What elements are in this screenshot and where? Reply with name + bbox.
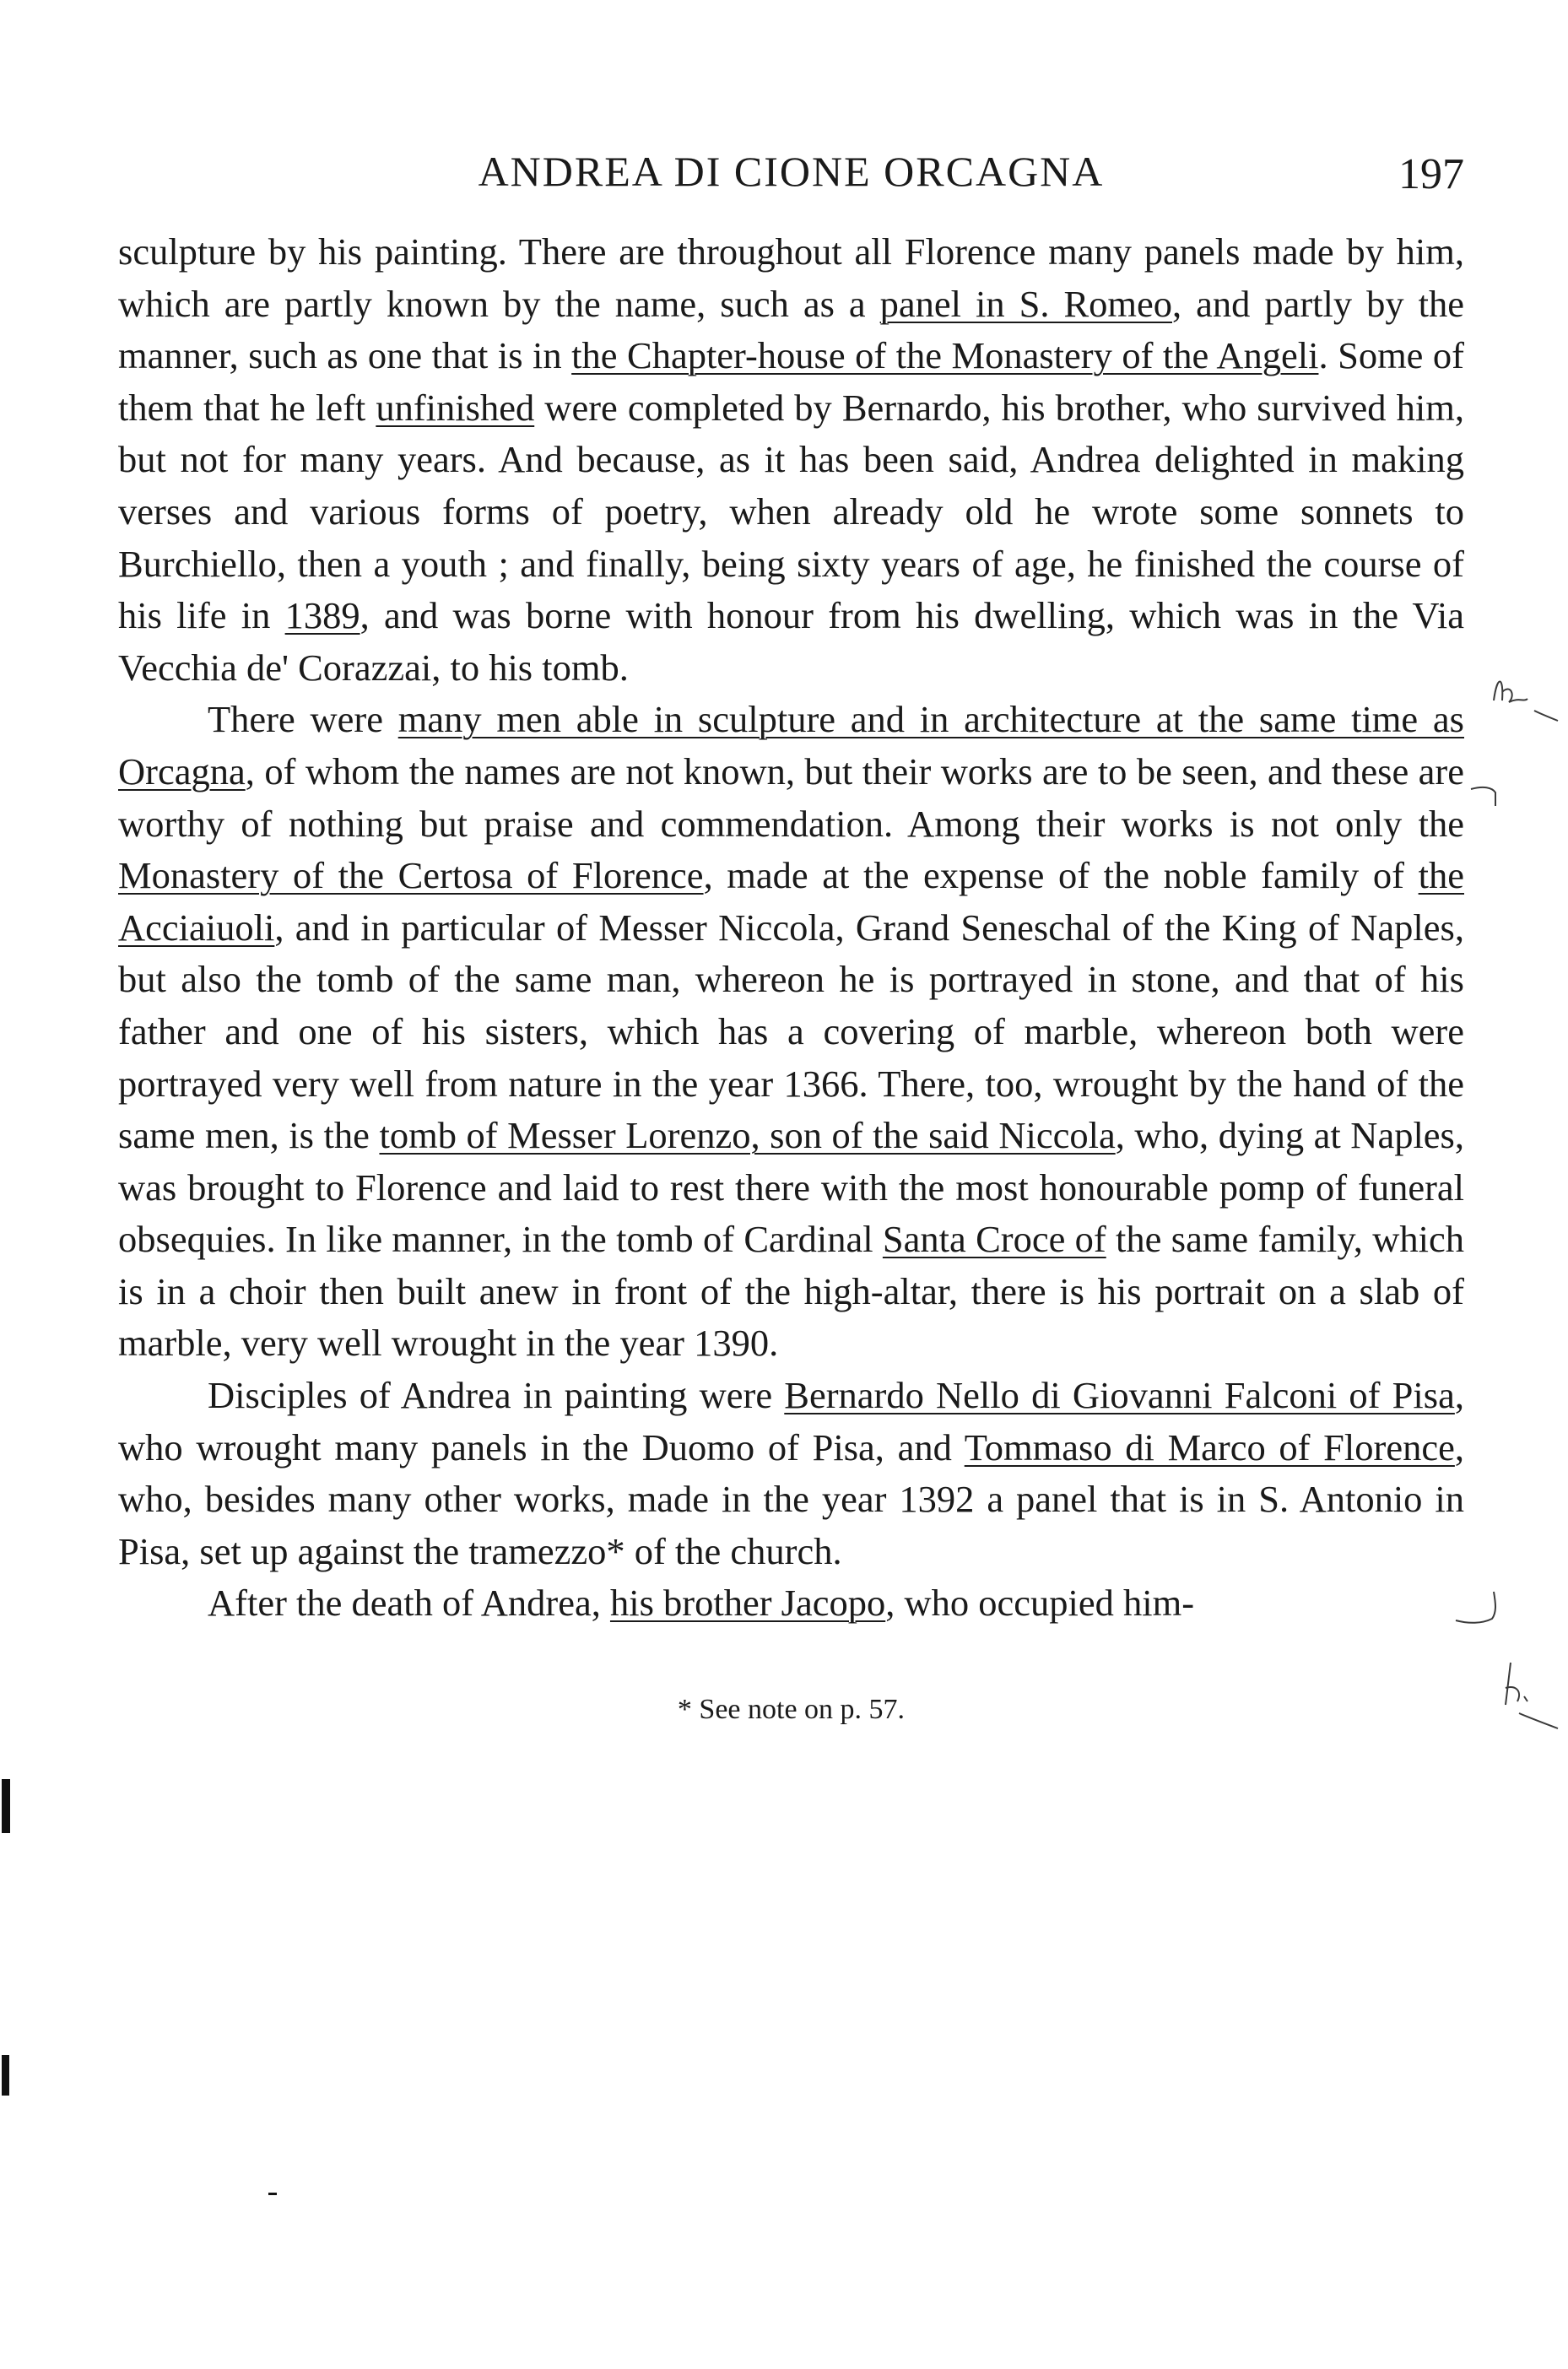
- text-run: , who, dying at Naples, was brought to Florence and laid to rest there with the most honourable pomp of funeral obsequies. In like manner, in the tomb of Cardinal: [118, 1114, 1465, 1261]
- underlined-passage: panel in S. Romeo: [879, 282, 1172, 325]
- text-run: After the death of Andrea,: [208, 1582, 610, 1625]
- underlined-passage: tomb of Messer Lorenzo, son of the said Niccola: [379, 1114, 1116, 1157]
- underlined-passage: the Chapter-house of the Monastery of the Angeli: [571, 334, 1319, 377]
- text-run: , who wrought many panels in the Duomo of Pisa, and: [118, 1374, 1464, 1468]
- pencil-mark-3: [1452, 1587, 1502, 1629]
- body-text: [118, 226, 1464, 1630]
- underlined-passage: unfinished: [376, 386, 535, 429]
- text-run: , and was borne with honour from his dwelling, which was in the Via Vecchia de' Corazzai, to his tomb.: [118, 594, 1464, 689]
- ink-mark-2: [2, 2055, 9, 2096]
- underlined-passage: Bernardo Nello di Giovanni Falconi of Pisa: [784, 1374, 1455, 1417]
- text-run: . Some of them that he left: [118, 334, 1464, 429]
- paragraph-2: [118, 694, 1464, 1370]
- paragraph-4: [118, 1577, 1464, 1630]
- underlined-passage: Santa Croce of: [882, 1218, 1106, 1261]
- text-run: , and partly by the manner, such as one that is in: [118, 282, 1464, 377]
- underlined-passage: 1389: [284, 594, 360, 637]
- paragraph-3: [118, 1370, 1464, 1577]
- pencil-mark-2: [1467, 781, 1500, 831]
- text-run: There were: [208, 698, 398, 741]
- page-number: 197: [1398, 150, 1464, 198]
- ink-mark-3: [268, 2193, 277, 2195]
- pencil-mark-1: [1485, 658, 1561, 726]
- text-run: , made at the expense of the noble family of: [703, 854, 1419, 897]
- footnote: * See note on p. 57.: [677, 1694, 906, 1725]
- pencil-mark-4: [1494, 1654, 1561, 1730]
- ink-mark-1: [2, 1779, 10, 1833]
- underlined-passage: the Acciaiuoli: [118, 854, 1464, 949]
- text-run: , who occupied him-: [885, 1582, 1195, 1625]
- paragraph-1: [118, 226, 1464, 694]
- running-title: ANDREA DI CIONE ORCAGNA: [478, 148, 1105, 195]
- text-run: , and in particular of Messer Niccola, Grand Seneschal of the King of Naples, but also the tomb of the same man, whereon he is portrayed in stone, and that of his father and one of his sisters, which has a covering of marble, whereon both were portrayed very well from nature in the year 1366. There, too, wrought by the hand of the same men, is the: [118, 906, 1464, 1157]
- text-run: Disciples of Andrea in painting were: [208, 1374, 785, 1417]
- text-run: , of whom the names are not known, but their works are to be seen, and these are worthy of nothing but praise and commendation. Among their works is not only the: [118, 749, 1464, 845]
- underlined-passage: many men able in sculpture and in architecture at the same time as Orcagna: [118, 698, 1464, 792]
- text-run: the same family, which is in a choir then built anew in front of the high-altar, there is his portrait on a slab of marble, very well wrought in the year 1390.: [118, 1218, 1464, 1365]
- underlined-passage: his brother Jacopo: [609, 1582, 886, 1625]
- text-run: were completed by Bernardo, his brother, who survived him, but not for many years. And because, as it has been said, Andrea delighted in making verses and various forms of poetry, when already old he wrote some sonnets to Burchiello, then a youth ; and finally, being sixty years of age, he finished the course of his life in: [118, 386, 1464, 637]
- text-run: , who, besides many other works, made in the year 1392 a panel that is in S. Antonio in Pisa, set up against the tramezzo* of the church.: [118, 1425, 1464, 1572]
- running-head: [118, 142, 1464, 201]
- text-run: sculpture by his painting. There are throughout all Florence many panels made by him, which are partly known by the name, such as a: [118, 230, 1464, 325]
- underlined-passage: Tommaso di Marco of Florence: [964, 1425, 1455, 1468]
- underlined-passage: Monastery of the Certosa of Florence: [118, 854, 704, 897]
